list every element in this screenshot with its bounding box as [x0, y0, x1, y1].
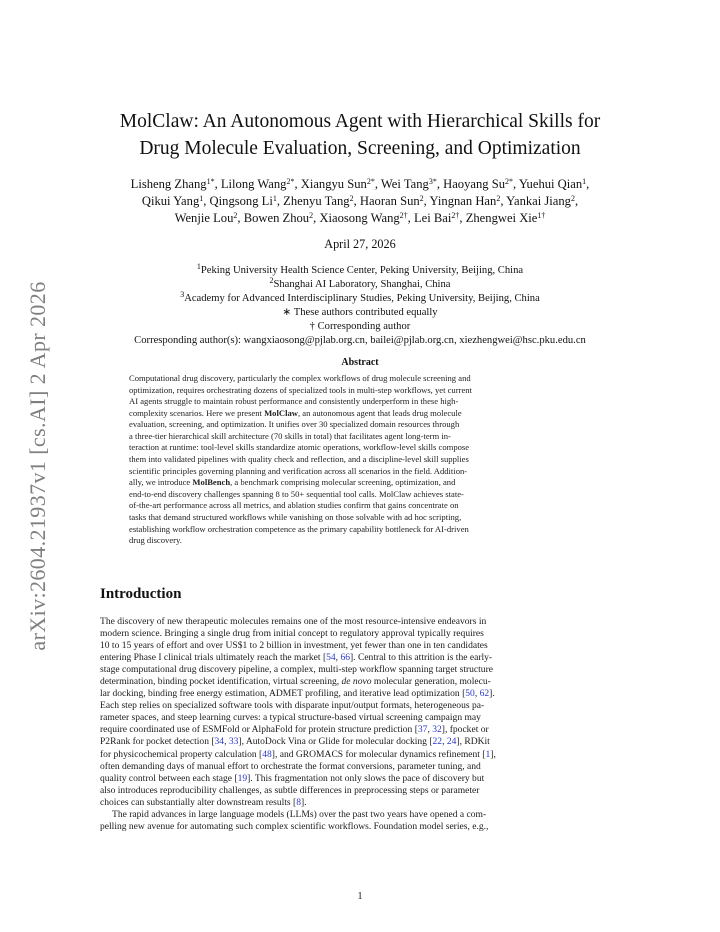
corresponding-note: † Corresponding author — [309, 321, 411, 332]
author-line — [100, 210, 620, 227]
citation-link[interactable]: 22 — [432, 736, 443, 748]
body-line — [100, 712, 620, 724]
text-run: , — [335, 652, 341, 664]
text-run: teraction at runtime: tool-level skills standardize atomic operations, workflow-level skills compose — [129, 442, 470, 453]
paper-title — [100, 108, 620, 162]
arxiv-identifier: arXiv:2604.21937v1 [cs.AI] 2 Apr 2026 — [25, 281, 50, 651]
arxiv-sidebar — [20, 268, 56, 664]
citation-link[interactable]: 24 — [446, 736, 457, 748]
citation-link[interactable]: 37 — [417, 724, 428, 736]
text-run: The discovery of new therapeutic molecules remains one of the most resource-intensive endeavors in — [100, 616, 487, 627]
corresponding-emails: Corresponding author(s): wangxiaosong@pjlab.org.cn, baileі@pjlab.org.cn, xiezhengwei@hsc.pku.edu.cn — [134, 335, 586, 346]
text-run: ], RDKit — [456, 736, 490, 748]
author-affiliation-mark: 1 — [582, 177, 587, 186]
abstract-line — [129, 373, 591, 385]
body-line — [100, 640, 620, 652]
text-run: determination, binding pocket identification, virtual screening, — [100, 676, 342, 688]
author-affiliation-mark: 2 — [496, 194, 501, 203]
body-line — [100, 761, 620, 773]
text-run: , a benchmark comprising molecular screening, optimization, and — [230, 477, 456, 488]
text-run: evaluation, screening, and optimization. It unifies over 30 specialized domain resources through — [129, 419, 460, 430]
citation-link[interactable]: 62 — [479, 688, 490, 700]
abstract-text — [129, 373, 591, 547]
author-name: , Zhenyu Tang — [276, 194, 350, 208]
body-line — [100, 724, 620, 736]
affiliation-text: Shanghai AI Laboratory, Shanghai, China — [273, 279, 451, 290]
introduction-body — [100, 616, 620, 833]
author-name: Lisheng Zhang — [130, 177, 207, 191]
author-name: , — [574, 194, 579, 208]
author-affiliation-mark: 2* — [366, 177, 375, 186]
text-run: The rapid advances in large language models (LLMs) over the past two years have opened a com- — [112, 808, 487, 820]
body-line — [100, 628, 620, 640]
body-line — [100, 688, 620, 700]
citation-link[interactable]: 33 — [228, 736, 239, 748]
citation-link[interactable]: 8 — [296, 796, 301, 808]
abstract-line — [129, 524, 591, 536]
author-list — [100, 176, 620, 227]
body-line — [100, 652, 620, 664]
text-run: modern science. Bringing a single drug from initial concept to regulatory approval typically requires — [100, 628, 484, 640]
citation-link[interactable]: 54 — [326, 652, 336, 664]
text-run: a three-tier hierarchical skill architecture (70 skills in total) that facilitates agent long-term in- — [129, 430, 451, 441]
author-affiliation-mark: 1 — [272, 194, 277, 203]
abstract-line — [129, 396, 591, 408]
text-run: entering Phase I clinical trials ultimately reach the market [ — [100, 652, 327, 664]
affiliation-line — [100, 264, 620, 278]
text-run: ], — [490, 748, 496, 760]
author-line — [100, 176, 620, 193]
author-name: , Haoran Sun — [353, 194, 420, 208]
author-name: , Xiaosong Wang — [313, 211, 400, 225]
body-line — [100, 736, 620, 748]
text-run: for physicochemical property calculation [ — [100, 748, 263, 760]
paper-date: April 27, 2026 — [324, 237, 396, 251]
text-run: ]. — [489, 688, 495, 700]
author-name: , Yankai Jiang — [500, 194, 571, 208]
citation-link[interactable]: 50 — [465, 688, 475, 700]
author-name: , Lilong Wang — [214, 177, 287, 191]
author-name: , Haoyang Su — [436, 177, 506, 191]
citation-link[interactable]: 66 — [340, 652, 350, 664]
text-run: ], AutoDock Vina or Glide for molecular docking [ — [238, 736, 433, 748]
body-line — [100, 797, 620, 809]
author-name: , Xiangyu Sun — [294, 177, 367, 191]
body-line — [100, 664, 620, 676]
section-heading-introduction: Introduction — [100, 586, 182, 602]
text-run: of-the-art performance across all metrics, and ablation studies confirm that gains concentrate on — [129, 500, 459, 511]
abstract-line — [129, 466, 591, 478]
text-run: require coordinated use of ESMFold or AlphaFold for protein structure prediction [ — [100, 724, 418, 736]
text-run: choices can substantially alter downstream results [ — [100, 796, 297, 808]
body-line — [100, 749, 620, 761]
author-name: , Lei Bai — [407, 211, 452, 225]
author-affiliation-mark: 2 — [419, 194, 424, 203]
abstract-heading: Abstract — [341, 357, 379, 368]
affiliation-text: Peking University Health Science Center, Peking University, Beijing, China — [200, 265, 524, 276]
page-number: 1 — [357, 891, 363, 902]
text-run: AI agents struggle to maintain robust performance and consistently underperform in these high- — [129, 396, 459, 407]
author-affiliation-mark: 2 — [570, 194, 575, 203]
affiliation-number: 3 — [180, 290, 185, 299]
abstract-line — [129, 408, 591, 420]
text-run: , an autonomous agent that leads drug molecule — [297, 407, 462, 418]
text-run: , — [474, 688, 480, 700]
citation-link[interactable]: 34 — [214, 736, 225, 748]
author-affiliation-mark: 2 — [233, 211, 238, 220]
text-run: tasks that demand structured workflows while vanishing on those solvable with ad hoc scripting, — [129, 511, 462, 522]
abstract-line — [129, 489, 591, 501]
bold-term: MolBench — [192, 477, 231, 488]
author-line — [100, 193, 620, 210]
body-line — [100, 676, 620, 688]
body-line — [100, 616, 620, 628]
affiliation-number: 1 — [196, 262, 201, 271]
text-run: , — [442, 736, 447, 748]
author-affiliation-mark: 1† — [537, 211, 546, 220]
author-affiliation-mark: 2 — [309, 211, 314, 220]
abstract-line — [129, 431, 591, 443]
text-run: , — [427, 724, 433, 736]
text-run: 10 to 15 years of effort and over US$1 to 2 billion in investment, yet fewer than one in ten candidates — [100, 640, 488, 652]
text-run: P2Rank for pocket detection [ — [100, 736, 215, 748]
author-affiliation-mark: 2 — [349, 194, 354, 203]
text-run: ally, we introduce — [129, 477, 193, 488]
text-run: complexity scenarios. Here we present — [129, 407, 265, 418]
citation-link[interactable]: 48 — [262, 748, 272, 760]
body-line — [100, 773, 620, 785]
text-run: pelling new avenue for automating such complex scientific workflows. Foundation model series, e.g., — [100, 820, 489, 832]
text-run: also introduces reproducibility challenges, as subtle differences in preprocessing steps or parameter — [100, 784, 480, 796]
abstract-line — [129, 385, 591, 397]
author-name: , — [586, 177, 590, 191]
text-run: ]. — [300, 796, 307, 808]
text-run: Computational drug discovery, particularly the complex workflows of drug molecule screening and — [129, 373, 471, 383]
author-name: , Bowen Zhou — [237, 211, 310, 225]
author-name: , Wei Tang — [374, 177, 429, 191]
text-run: ]. This fragmentation not only slows the pace of discovery but — [247, 772, 485, 784]
body-line — [100, 785, 620, 797]
abstract-line — [129, 442, 591, 454]
title-line-1: MolClaw: An Autonomous Agent with Hierarchical Skills for — [119, 111, 601, 132]
affiliation-line — [100, 278, 620, 292]
abstract-line — [129, 500, 591, 512]
title-line-2: Drug Molecule Evaluation, Screening, and Optimization — [139, 138, 581, 159]
abstract-line — [129, 535, 591, 547]
text-run: them into validated pipelines with quality check and reflection, and a discipline-level skill supplies — [129, 454, 469, 465]
text-run: end-to-end discovery challenges spanning 8 to 50+ sequential tool calls. MolClaw achieves state- — [129, 488, 464, 499]
abstract-line — [129, 477, 591, 489]
text-run: molecular generation, molecu- — [371, 676, 491, 688]
author-name: , Qingsong Li — [203, 194, 273, 208]
body-line — [100, 700, 620, 712]
text-run: , — [224, 736, 229, 748]
citation-link[interactable]: 32 — [432, 724, 442, 736]
citation-link[interactable]: 1 — [485, 748, 491, 760]
body-line — [100, 821, 620, 833]
author-affiliation-mark: 3* — [428, 177, 437, 186]
text-run: Each step relies on specialized software tools with disparate input/output formats, heterogeneous pa- — [100, 700, 485, 712]
affiliations — [100, 264, 620, 348]
text-run: ]. Central to this attrition is the early- — [350, 652, 493, 664]
bold-term: MolClaw — [264, 407, 298, 418]
text-run: establishing workflow orchestration competence as the primary capability bottleneck for AI-driven — [129, 523, 469, 534]
author-name: , Yuehui Qian — [513, 177, 583, 191]
text-run: rameter spaces, and steep learning curves: a typical structure-based virtual screening campaign may — [100, 712, 481, 724]
author-name: , Zhengwei Xie — [459, 211, 538, 225]
text-run: lar docking, binding free energy estimation, ADMET profiling, and iterative lead optimization [ — [100, 688, 466, 700]
affiliation-line — [100, 292, 620, 306]
affiliation-number: 2 — [269, 276, 274, 285]
author-affiliation-mark: 2* — [286, 177, 295, 186]
author-name: Qikui Yang — [141, 194, 200, 208]
text-run: ], fpocket or — [441, 724, 489, 736]
text-run: optimization, requires orchestrating dozens of specialized tools in multi-step workflows, yet current — [129, 384, 472, 395]
text-run: stage computational drug discovery pipeline, a complex, multi-step workflow spanning target structure — [100, 664, 494, 676]
abstract-line — [129, 419, 591, 431]
author-affiliation-mark: 1* — [206, 177, 215, 186]
text-run: scientific principles governing planning and verification across all scenarios in the field. Addition- — [129, 465, 468, 476]
author-name: Wenjie Lou — [174, 211, 234, 225]
author-name: , Yingnan Han — [423, 194, 497, 208]
affiliation-text: Academy for Advanced Interdisciplinary Studies, Peking University, Beijing, China — [184, 293, 540, 304]
author-affiliation-mark: 2† — [399, 211, 408, 220]
italic-term: de novo — [341, 676, 372, 688]
citation-link[interactable]: 19 — [237, 772, 248, 784]
text-run: ], and GROMACS for molecular dynamics refinement [ — [271, 748, 486, 760]
abstract-line — [129, 512, 591, 524]
text-run: drug discovery. — [129, 535, 182, 546]
author-affiliation-mark: 1 — [199, 194, 204, 203]
text-run: often demanding days of manual effort to orchestrate the format conversions, parameter tuning, and — [100, 760, 481, 772]
equal-contribution-note: ∗ These authors contributed equally — [282, 307, 438, 318]
abstract-line — [129, 454, 591, 466]
author-affiliation-mark: 2† — [451, 211, 460, 220]
body-line — [100, 809, 620, 821]
text-run: quality control between each stage [ — [100, 772, 238, 784]
author-affiliation-mark: 2* — [505, 177, 514, 186]
